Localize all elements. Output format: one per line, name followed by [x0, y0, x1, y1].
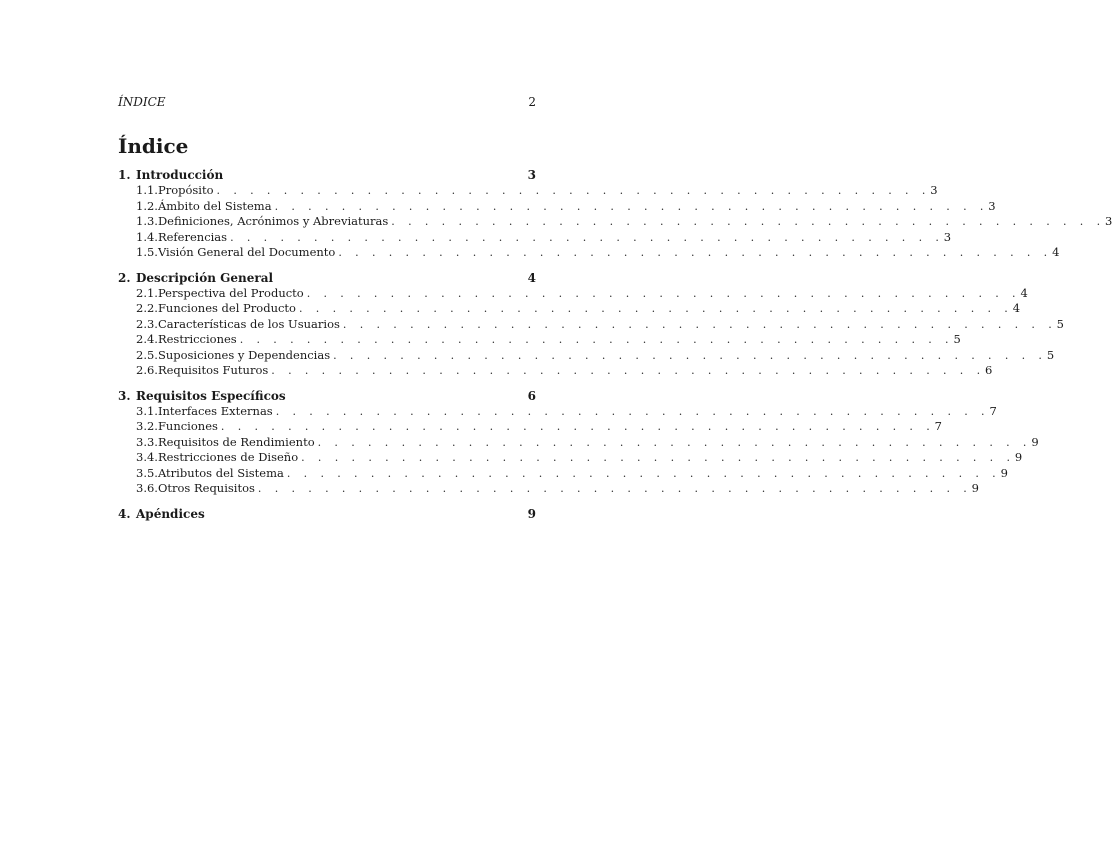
dot-leader: . . . . . . . . . . . . . . . . . . . . . . . . . . . . . . . . . . . . . . . . . . .	[271, 364, 985, 377]
running-header	[118, 95, 536, 109]
toc-section-entry[interactable]	[118, 270, 536, 286]
subsection-title: Propósito	[157, 183, 214, 197]
section-page-number: 9	[527, 506, 536, 521]
subsection-page-number: 4	[1052, 245, 1060, 259]
subsection-title: Atributos del Sistema	[157, 465, 284, 480]
dot-leader: . . . . . . . . . . . . . . . . . . . . . . . . . . . . . . . . . . . . . . . . . . .	[391, 215, 1105, 228]
toc-subsection-entry[interactable]	[118, 229, 952, 246]
dot-leader: . . . . . . . . . . . . . . . . . . . . . . . . . . . . . . . . . . . . . . . . . . .	[298, 302, 1013, 315]
section-page-number: 3	[527, 168, 536, 182]
section-title: Requisitos Específicos	[136, 388, 286, 403]
toc-subsection-entry[interactable]	[118, 347, 1055, 364]
subsection-number: 3.2.	[136, 419, 158, 433]
dot-leader: . . . . . . . . . . . . . . . . . . . . . . . . . . . . . . . . . . . . . . . . . . .	[306, 286, 1021, 300]
section-title: Descripción General	[136, 270, 274, 285]
dot-leader: . . . . . . . . . . . . . . . . . . . . . . . . . . . . . . . . . . . . . . . . . . .	[216, 184, 931, 197]
subsection-title: Requisitos de Rendimiento	[157, 434, 315, 449]
subsection-title: Ámbito del Sistema	[157, 198, 272, 213]
toc-section-entry[interactable]	[118, 167, 536, 183]
subsection-page-number: 9	[1031, 434, 1039, 449]
toc-subsection-entry[interactable]	[118, 403, 997, 420]
subsection-page-number: 5	[1046, 347, 1055, 362]
subsection-number: 2.3.	[136, 316, 158, 331]
dot-leader: . . . . . . . . . . . . . . . . . . . . . . . . . . . . . . . . . . . . . . . . . . .	[338, 246, 1053, 259]
subsection-title: Definiciones, Acrónimos y Abreviaturas	[157, 214, 389, 228]
toc-subsection-entry[interactable]	[118, 465, 1008, 482]
subsection-title: Funciones	[157, 419, 218, 433]
subsection-title: Suposiciones y Dependencias	[157, 347, 331, 362]
toc-subsection-entry[interactable]	[118, 434, 1039, 451]
subsection-number: 1.5.	[136, 245, 158, 259]
dot-leader: . . . . . . . . . . . . . . . . . . . . . . . . . . . . . . . . . . . . . . . . . . .	[317, 435, 1032, 449]
subsection-title: Restricciones	[157, 332, 237, 346]
subsection-page-number: 3	[1105, 214, 1112, 228]
subsection-number: 3.3.	[136, 434, 158, 449]
subsection-number: 2.2.	[136, 301, 158, 315]
toc-subsection-entry[interactable]	[118, 214, 1112, 230]
dot-leader: . . . . . . . . . . . . . . . . . . . . . . . . . . . . . . . . . . . . . . . . . . .	[239, 333, 954, 346]
subsection-title: Otros Requisitos	[157, 481, 255, 495]
dot-leader: . . . . . . . . . . . . . . . . . . . . . . . . . . . . . . . . . . . . . . . . . . .	[286, 466, 1001, 480]
subsection-title: Requisitos Futuros	[157, 363, 269, 377]
toc-section	[118, 388, 1039, 497]
toc-heading: Índice	[118, 134, 189, 158]
subsection-title: Interfaces Externas	[157, 403, 273, 418]
dot-leader: . . . . . . . . . . . . . . . . . . . . . . . . . . . . . . . . . . . . . . . . . . .	[333, 348, 1047, 362]
table-of-contents	[118, 167, 1112, 531]
subsection-title: Características de los Usuarios	[157, 316, 340, 331]
subsection-number: 2.5.	[136, 347, 158, 362]
toc-subsection-entry[interactable]	[118, 363, 993, 379]
section-number: 1.	[118, 168, 131, 182]
running-header-title: ÍNDICE	[118, 95, 166, 109]
subsection-number: 2.4.	[136, 332, 158, 346]
subsection-page-number: 3	[930, 183, 938, 197]
toc-subsection-entry[interactable]	[118, 419, 942, 435]
subsection-title: Visión General del Documento	[157, 245, 336, 259]
subsection-title: Funciones del Producto	[157, 301, 296, 315]
dot-leader: . . . . . . . . . . . . . . . . . . . . . . . . . . . . . . . . . . . . . . . . . . .	[301, 451, 1015, 464]
dot-leader: . . . . . . . . . . . . . . . . . . . . . . . . . . . . . . . . . . . . . . . . . . .	[230, 230, 944, 244]
toc-subsection-entry[interactable]	[118, 245, 1060, 261]
subsection-number: 3.5.	[136, 465, 158, 480]
toc-subsection-entry[interactable]	[118, 481, 979, 497]
subsection-page-number: 6	[985, 363, 993, 377]
subsection-number: 1.2.	[136, 198, 158, 213]
section-page-number: 6	[527, 388, 536, 403]
section-number: 3.	[118, 388, 131, 403]
subsection-page-number: 7	[989, 403, 997, 418]
subsection-title: Perspectiva del Producto	[157, 285, 304, 300]
subsection-page-number: 3	[988, 198, 996, 213]
subsection-page-number: 9	[971, 481, 979, 495]
toc-section-entry[interactable]	[118, 506, 536, 522]
section-number: 2.	[118, 270, 131, 285]
subsection-number: 2.1.	[136, 285, 158, 300]
subsection-title: Referencias	[157, 229, 228, 244]
toc-section-entry[interactable]	[118, 388, 536, 404]
subsection-number: 1.1.	[136, 183, 158, 197]
subsection-number: 2.6.	[136, 363, 158, 377]
section-page-number: 4	[527, 270, 536, 285]
dot-leader: . . . . . . . . . . . . . . . . . . . . . . . . . . . . . . . . . . . . . . . . . . .	[257, 482, 972, 495]
toc-subsection-entry[interactable]	[118, 450, 1023, 466]
subsection-title: Restricciones de Diseño	[157, 450, 299, 464]
subsection-page-number: 5	[1056, 316, 1064, 331]
subsection-page-number: 3	[943, 229, 952, 244]
dot-leader: . . . . . . . . . . . . . . . . . . . . . . . . . . . . . . . . . . . . . . . . . . .	[275, 404, 990, 418]
dot-leader: . . . . . . . . . . . . . . . . . . . . . . . . . . . . . . . . . . . . . . . . . . .	[274, 199, 989, 213]
toc-section	[118, 270, 1064, 379]
toc-subsection-entry[interactable]	[118, 301, 1021, 317]
subsection-page-number: 9	[1014, 450, 1023, 464]
dot-leader: . . . . . . . . . . . . . . . . . . . . . . . . . . . . . . . . . . . . . . . . . . .	[342, 317, 1057, 331]
subsection-page-number: 9	[1000, 465, 1008, 480]
subsection-page-number: 4	[1020, 285, 1028, 300]
subsection-number: 3.4.	[136, 450, 158, 464]
running-header-page-number: 2	[528, 95, 536, 109]
section-title: Apéndices	[136, 506, 205, 521]
subsection-number: 3.6.	[136, 481, 158, 495]
subsection-number: 1.3.	[136, 214, 158, 228]
subsection-number: 3.1.	[136, 403, 158, 418]
dot-leader: . . . . . . . . . . . . . . . . . . . . . . . . . . . . . . . . . . . . . . . . . . .	[220, 420, 935, 433]
toc-subsection-entry[interactable]	[118, 198, 996, 215]
toc-section	[118, 506, 536, 522]
subsection-page-number: 5	[953, 332, 961, 346]
subsection-page-number: 7	[934, 419, 942, 433]
toc-subsection-entry[interactable]	[118, 316, 1064, 333]
section-number: 4.	[118, 506, 131, 521]
subsection-number: 1.4.	[136, 229, 158, 244]
toc-subsection-entry[interactable]	[118, 183, 938, 199]
section-title: Introducción	[136, 168, 224, 182]
subsection-page-number: 4	[1012, 301, 1021, 315]
toc-subsection-entry[interactable]	[118, 285, 1028, 302]
toc-section	[118, 167, 1112, 261]
toc-subsection-entry[interactable]	[118, 332, 961, 348]
